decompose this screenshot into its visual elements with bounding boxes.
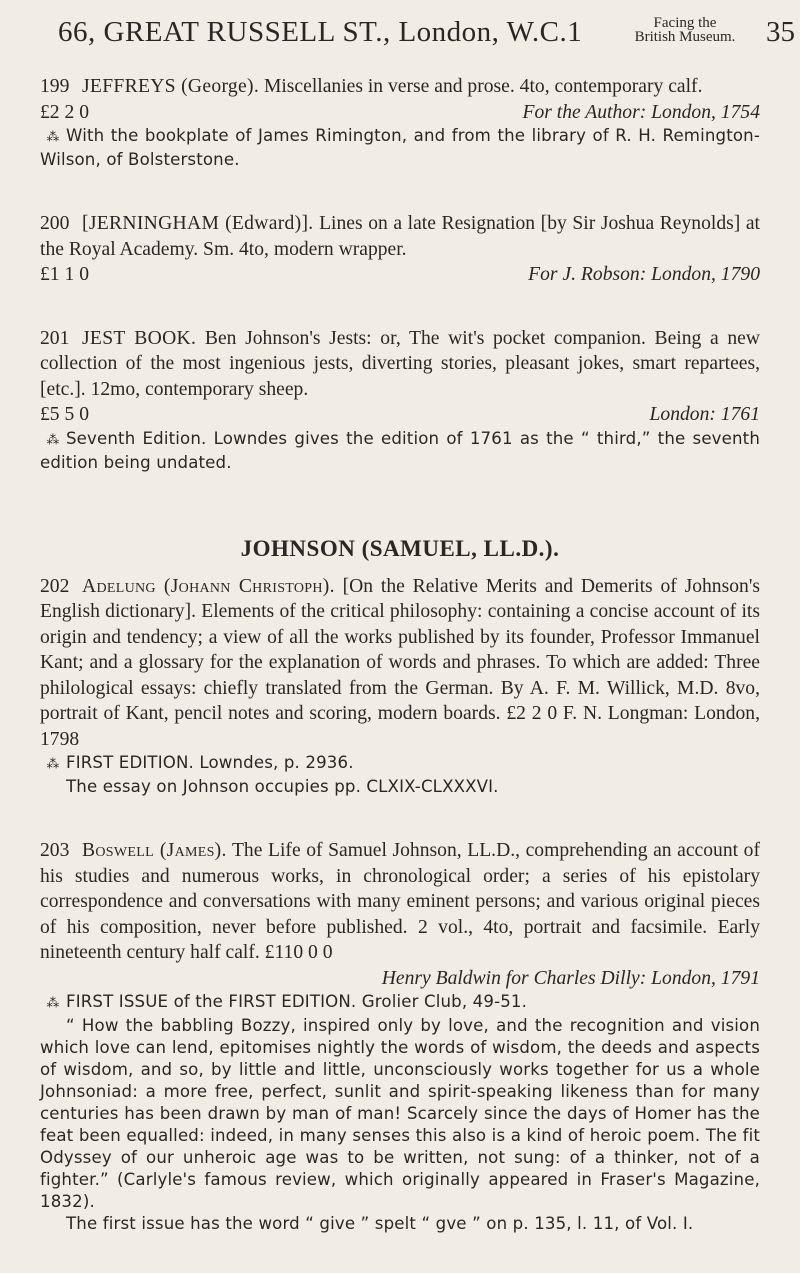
entry-number: 203 [40,840,70,861]
facing-line-2: British Museum. [634,29,736,45]
entry-note: ⁂ FIRST ISSUE of the FIRST EDITION. Grolier Club, 49-51. [40,991,760,1015]
entry-author: JEST BOOK. [82,327,197,349]
catalogue-entry-203 [40,838,760,1235]
entry-description: Miscellanies in verse and prose. 4to, contemporary calf. [263,76,703,97]
entry-note: The essay on Johnson occupies pp. CLXIX-CLXXXVI. [66,777,499,796]
facing-line-1: Facing the [653,15,717,31]
entry-publisher: London: 1761 [649,404,760,425]
entry-author: Adelung (Johann Christoph). [82,575,335,597]
entry-publisher: For the Author: London, 1754 [522,101,760,123]
entry-price: £1 1 0 [40,264,89,285]
asterism-icon: ⁂ [46,996,60,1011]
entry-author: Boswell (James). [82,840,227,861]
asterism-icon: ⁂ [46,432,60,448]
entry-note: ⁂ Seventh Edition. Lowndes gives the edition of 1761 as the “ third,” the seventh edition being undated. [40,428,760,472]
entry-number: 199 [40,76,70,97]
entry-author: [JERNINGHAM (Edward)]. [82,213,314,234]
entry-number: 200 [40,213,70,234]
entry-description: The Life of Samuel Johnson, LL.D., comprehending an account of his studies and numerous works, in chronological order; a series of his epistolary correspondence and conversations with many eminent persons; and various original pieces of his composition, never before published. 2 vol., 4to, portrait and facsimile. Early nineteenth century half calf. £110 0 0 [40,840,760,963]
entry-description: [On the Relative Merits and Demerits of Johnson's English dictionary]. Elements of the critical philosophy: containing a concise account of its origin and tendency; a view of all the works published by its founder, Professor Immanuel Kant; and a glossary for the explanation of words and phrases. To which are added: Three philological essays: chiefly translated from the German. By A. F. M. Willick, M.D. 8vo, portrait of Kant, pencil notes and scoring, modern boards. £2 2 0 F. N. Longman: London, 1798 [40,575,760,750]
entry-note: The first issue has the word “ give ” spelt “ gve ” on p. 135, l. 11, of Vol. I. [66,1214,694,1233]
catalogue-entry-199 [40,74,760,171]
entry-number: 202 [40,575,70,597]
entry-publisher: For J. Robson: London, 1790 [528,264,760,285]
shop-address: 66, GREAT RUSSELL ST., London, W.C.1 [58,16,583,48]
catalogue-entry-202 [40,574,760,799]
entry-number: 201 [40,327,70,349]
entry-description: Lines on a late Resignation [by Sir Joshua Reynolds] at the Royal Academy. Sm. 4to, modern wrapper. [40,213,761,260]
entry-note: ⁂ With the bookplate of James Rimington, and from the library of R. H. Remington-Wilson, of Bolsterstone. [40,126,760,169]
entry-price: £5 5 0 [40,404,89,425]
entry-publisher: Henry Baldwin for Charles Dilly: London, 1791 [381,967,760,989]
asterism-icon: ⁂ [46,757,60,772]
section-heading: JOHNSON (SAMUEL, LL.D.). [240,535,560,561]
entry-note: ⁂ FIRST EDITION. Lowndes, p. 2936. [40,752,760,776]
facing-note [630,16,740,44]
catalogue-entry-201 [40,326,760,474]
asterism-icon: ⁂ [46,130,60,145]
catalogue-entry-200 [40,211,760,288]
entry-author: JEFFREYS (George). [82,76,260,97]
page-header [40,14,795,50]
page-number: 35 [766,16,795,48]
entry-price: £2 2 0 [40,101,89,123]
entry-quote: “ How the babbling Bozzy, inspired only by love, and the recognition and vision which love can lend, epitomises nightly the words of wisdom, the deeds and aspects of wisdom, and so, by little and little, unconsciously works together for us a whole Johnsoniad: a more free, perfect, sunlit and spirit-speaking likeness than for many centuries has been drawn by man of man! Scarcely since the days of Homer has the feat been equalled: indeed, in many senses this also is a kind of heroic poem. The fit Odyssey of our unheroic age was to be written, not sung: of a thinker, not of a fighter.” (Carlyle's famous review, which originally appeared in Fraser's Magazine, 1832). [40,1016,760,1211]
entry-description: Ben Johnson's Jests: or, The wit's pocket companion. Being a new collection of the most ingenious jests, diverting stories, pleasant jokes, smart repartees, [etc.]. 12mo, contemporary sheep. [40,327,761,400]
